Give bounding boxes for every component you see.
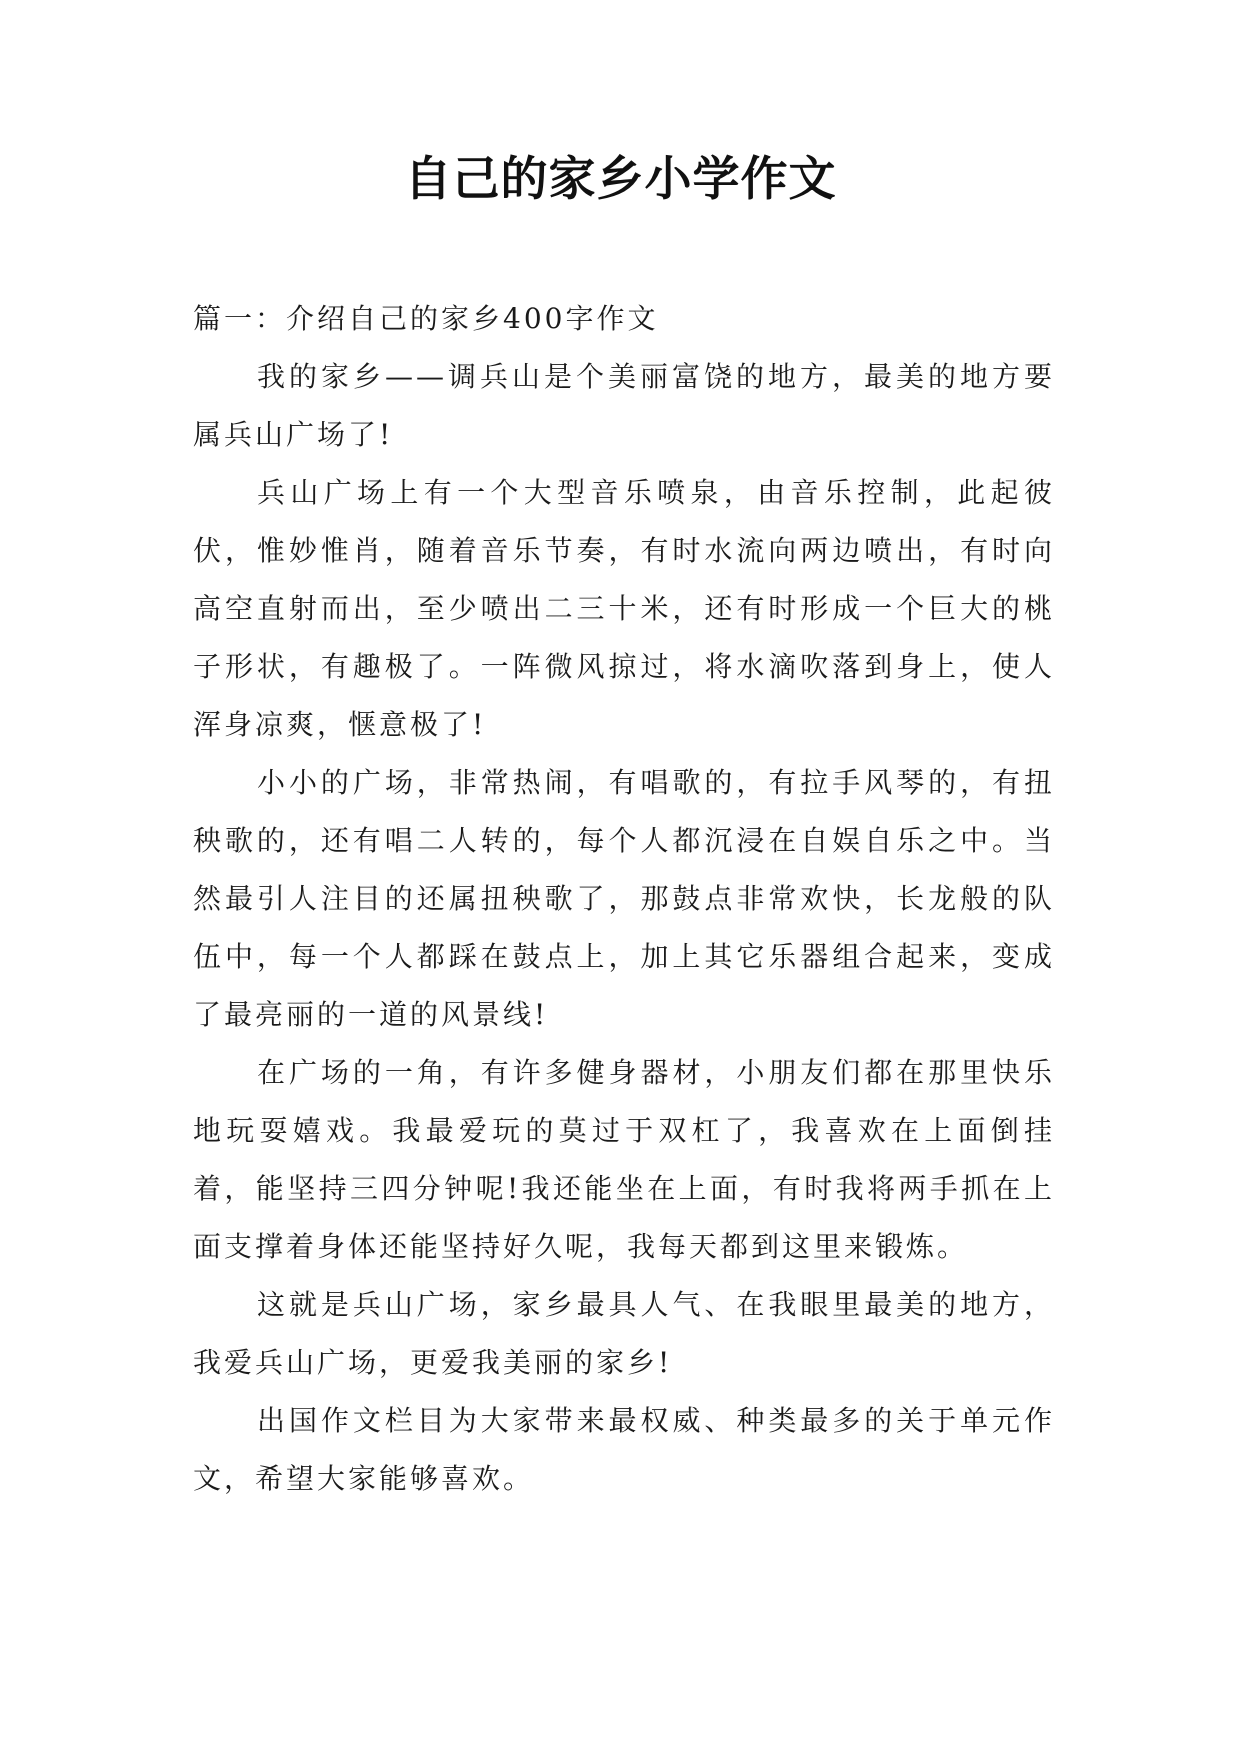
paragraph-3: 小小的广场，非常热闹，有唱歌的，有拉手风琴的，有扭秧歌的，还有唱二人转的，每个人都沉浸在自娱自乐之中。当然最引人注目的还属扭秧歌了，那鼓点非常欢快，长龙般的队伍中，每一个人都踩在鼓点上，加上其它乐器组合起来，变成了最亮丽的一道的风景线! — [193, 766, 1055, 1031]
document-body — [193, 290, 1055, 1508]
page-title: 自己的家乡小学作文 — [404, 152, 837, 207]
paragraph-5: 这就是兵山广场，家乡最具人气、在我眼里最美的地方，我爱兵山广场，更爱我美丽的家乡! — [193, 1288, 1055, 1379]
paragraph-1: 我的家乡——调兵山是个美丽富饶的地方，最美的地方要属兵山广场了! — [193, 360, 1055, 451]
paragraph-6: 出国作文栏目为大家带来最权威、种类最多的关于单元作文，希望大家能够喜欢。 — [193, 1404, 1055, 1495]
paragraph-4: 在广场的一角，有许多健身器材，小朋友们都在那里快乐地玩耍嬉戏。我最爱玩的莫过于双杠了，我喜欢在上面倒挂着，能坚持三四分钟呢!我还能坐在上面，有时我将两手抓在上面支撑着身体还能坚持好久呢，我每天都到这里来锻炼。 — [193, 1056, 1055, 1263]
section-heading: 篇一：介绍自己的家乡400字作文 — [193, 302, 659, 335]
paragraph-2: 兵山广场上有一个大型音乐喷泉，由音乐控制，此起彼伏，惟妙惟肖，随着音乐节奏，有时水流向两边喷出，有时向高空直射而出，至少喷出二三十米，还有时形成一个巨大的桃子形状，有趣极了。一阵微风掠过，将水滴吹落到身上，使人浑身凉爽，惬意极了! — [193, 476, 1055, 741]
